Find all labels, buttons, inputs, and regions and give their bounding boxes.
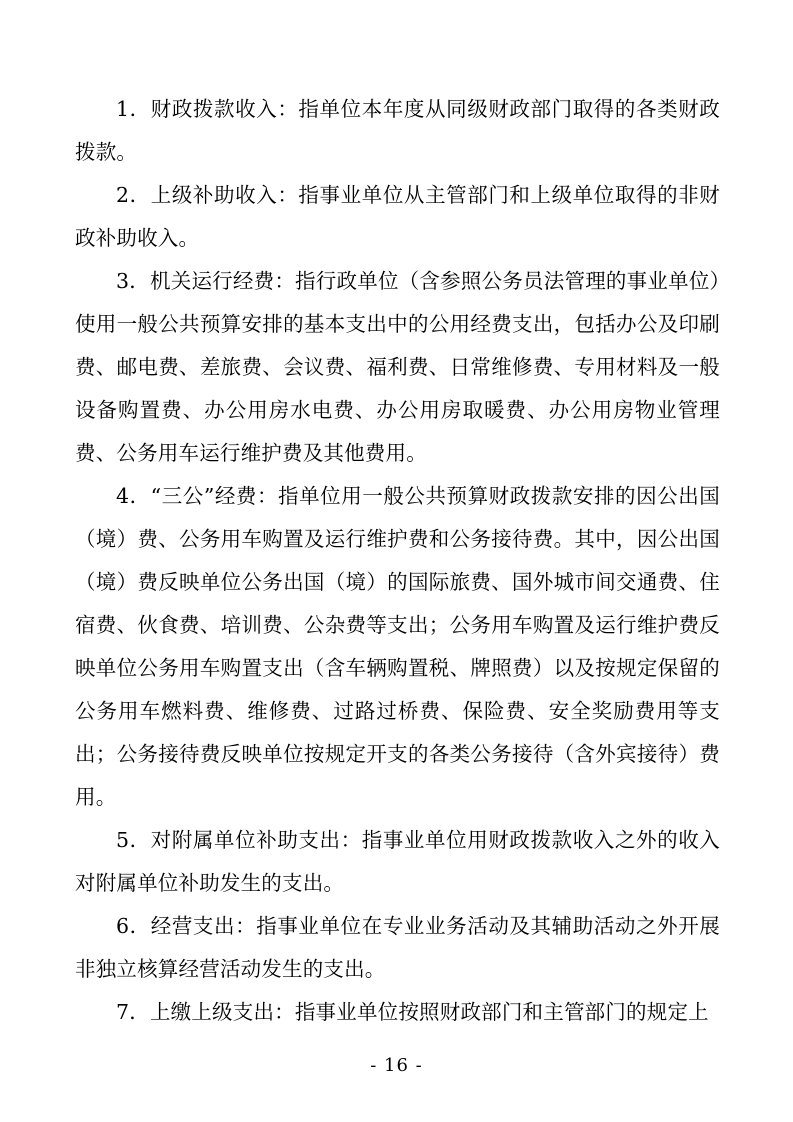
document-body (75, 88, 720, 1034)
paragraph-1: 1．财政拨款收入：指单位本年度从同级财政部门取得的各类财政拨款。 (75, 97, 720, 164)
paragraph-3: 3．机关运行经费：指行政单位（含参照公务员法管理的事业单位）使用一般公共预算安排的基本支出中的公用经费支出，包括办公及印刷费、邮电费、差旅费、会议费、福利费、日常维修费、专用材料及一般设备购置费、办公用房水电费、办公用房取暖费、办公用房物业管理费、公务用车运行维护费及其他费用。 (75, 269, 720, 465)
paragraph-4: 4．“三公”经费：指单位用一般公共预算财政拨款安排的因公出国（境）费、公务用车购置及运行维护费和公务接待费。其中，因公出国（境）费反映单位公务出国（境）的国际旅费、国外城市间交通费、住宿费、伙食费、培训费、公杂费等支出；公务用车购置及运行维护费反映单位公务用车购置支出（含车辆购置税、牌照费）以及按规定保留的公务用车燃料费、维修费、过路过桥费、保险费、安全奖励费用等支出；公务接待费反映单位按规定开支的各类公务接待（含外宾接待）费用。 (75, 484, 720, 809)
paragraph-7: 7．上缴上级支出：指事业单位按照财政部门和主管部门的规定上 (116, 1000, 709, 1024)
paragraph-6: 6．经营支出：指事业单位在专业业务活动及其辅助活动之外开展非独立核算经营活动发生的支出。 (75, 914, 720, 981)
paragraph-5: 5．对附属单位补助支出：指事业单位用财政拨款收入之外的收入对附属单位补助发生的支出。 (75, 828, 720, 895)
paragraph-2: 2．上级补助收入：指事业单位从主管部门和上级单位取得的非财政补助收入。 (75, 183, 720, 250)
page-number: - 16 - (370, 1055, 423, 1076)
